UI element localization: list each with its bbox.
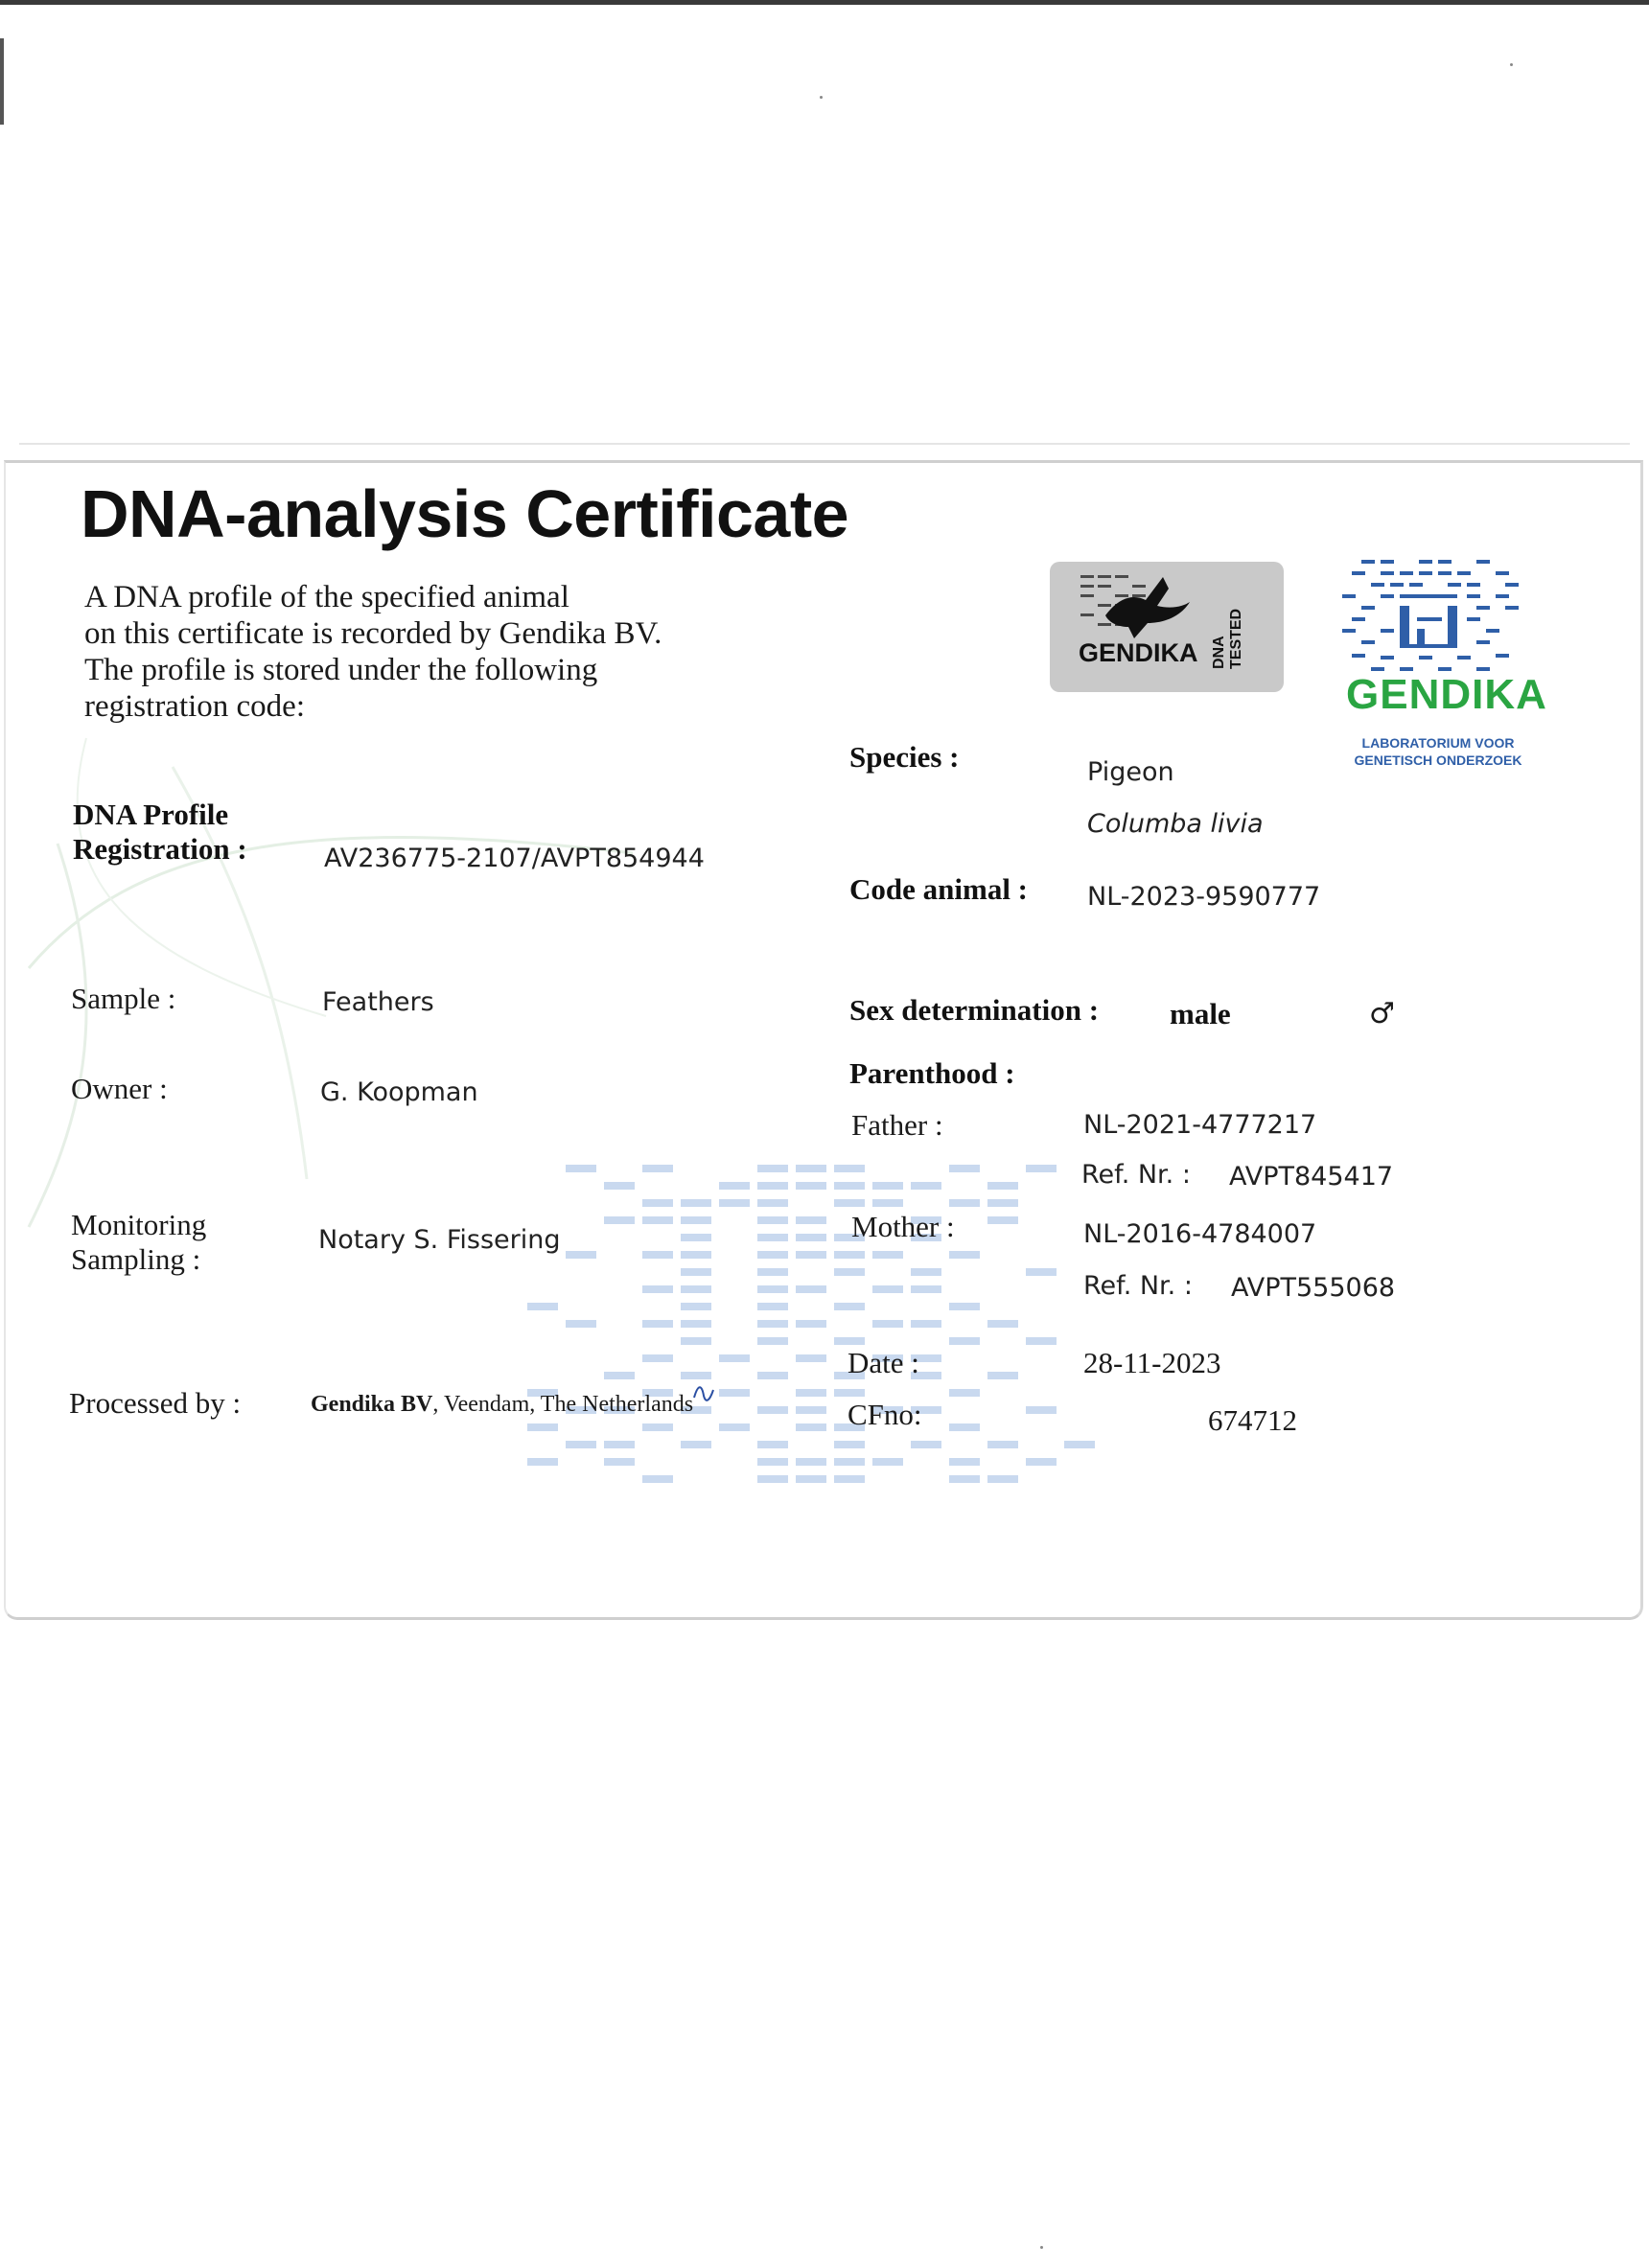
intro-paragraph [84, 579, 755, 725]
registration-label-line2: Registration : [73, 832, 247, 866]
cfno-label: CFno: [848, 1398, 922, 1431]
species-common: Pigeon [1087, 757, 1174, 787]
badge-brand: GENDIKA [1079, 638, 1198, 667]
parenthood-label: Parenthood : [849, 1056, 1015, 1090]
code-animal-value: NL-2023-9590777 [1087, 882, 1321, 912]
pigeon-icon [1077, 567, 1192, 644]
sample-value: Feathers [322, 987, 434, 1017]
mother-ref-label: Ref. Nr. : [1083, 1271, 1193, 1301]
father-ref-label: Ref. Nr. : [1081, 1160, 1191, 1190]
gendika-logo-icon [1342, 558, 1526, 683]
scan-top-edge [0, 0, 1649, 5]
scan-speck [1510, 63, 1513, 66]
certificate-title: DNA-analysis Certificate [81, 476, 849, 551]
date-value: 28-11-2023 [1083, 1346, 1221, 1379]
gendika-logo-subtitle [1344, 734, 1532, 769]
species-label: Species : [849, 740, 960, 774]
sex-value: male [1170, 997, 1231, 1030]
monitoring-value: Notary S. Fissering [318, 1225, 561, 1255]
registration-code: AV236775-2107/AVPT854944 [324, 844, 705, 873]
owner-value: G. Koopman [320, 1077, 478, 1107]
gendika-logo-text: GENDIKA [1346, 671, 1547, 718]
intro-line: registration code: [84, 689, 306, 724]
father-label: Father : [851, 1108, 943, 1142]
intro-line: A DNA profile of the specified animal [84, 580, 569, 614]
male-symbol-icon: ♂ [1369, 997, 1395, 1030]
signature-mark [692, 1380, 731, 1405]
sample-label: Sample : [71, 982, 176, 1015]
monitoring-label-line2: Sampling : [71, 1242, 201, 1276]
intro-line: The profile is stored under the following [84, 653, 598, 687]
father-ref-value: AVPT845417 [1229, 1162, 1394, 1192]
scan-speck [820, 96, 823, 99]
mother-value: NL-2016-4784007 [1083, 1219, 1317, 1249]
card-shadow [19, 443, 1630, 445]
processed-label: Processed by : [69, 1386, 242, 1420]
owner-label: Owner : [71, 1072, 168, 1105]
logo-sub-line: LABORATORIUM VOOR [1361, 735, 1515, 751]
processed-value [311, 1392, 693, 1418]
gendika-watermark [518, 1165, 1112, 1510]
badge-dna-tested: DNA TESTED [1211, 608, 1244, 669]
scan-left-edge [0, 38, 4, 125]
species-latin: Columba livia [1087, 809, 1264, 839]
monitoring-label-line1: Monitoring [71, 1208, 207, 1241]
date-label: Date : [848, 1346, 919, 1379]
code-animal-label: Code animal : [849, 872, 1028, 906]
cfno-value: 674712 [1208, 1403, 1297, 1437]
processed-location: , Veendam, The Netherlands [432, 1392, 694, 1417]
sex-label: Sex determination : [849, 993, 1100, 1027]
father-value: NL-2021-4777217 [1083, 1110, 1317, 1140]
logo-sub-line: GENETISCH ONDERZOEK [1354, 752, 1522, 768]
processed-company: Gendika BV [311, 1392, 433, 1417]
registration-label-line1: DNA Profile [73, 798, 229, 831]
intro-line: on this certificate is recorded by Gendika BV. [84, 616, 662, 651]
mother-label: Mother : [851, 1210, 955, 1243]
scan-speck [1040, 2246, 1043, 2249]
mother-ref-value: AVPT555068 [1231, 1273, 1396, 1303]
dna-tested-badge [1050, 562, 1284, 692]
